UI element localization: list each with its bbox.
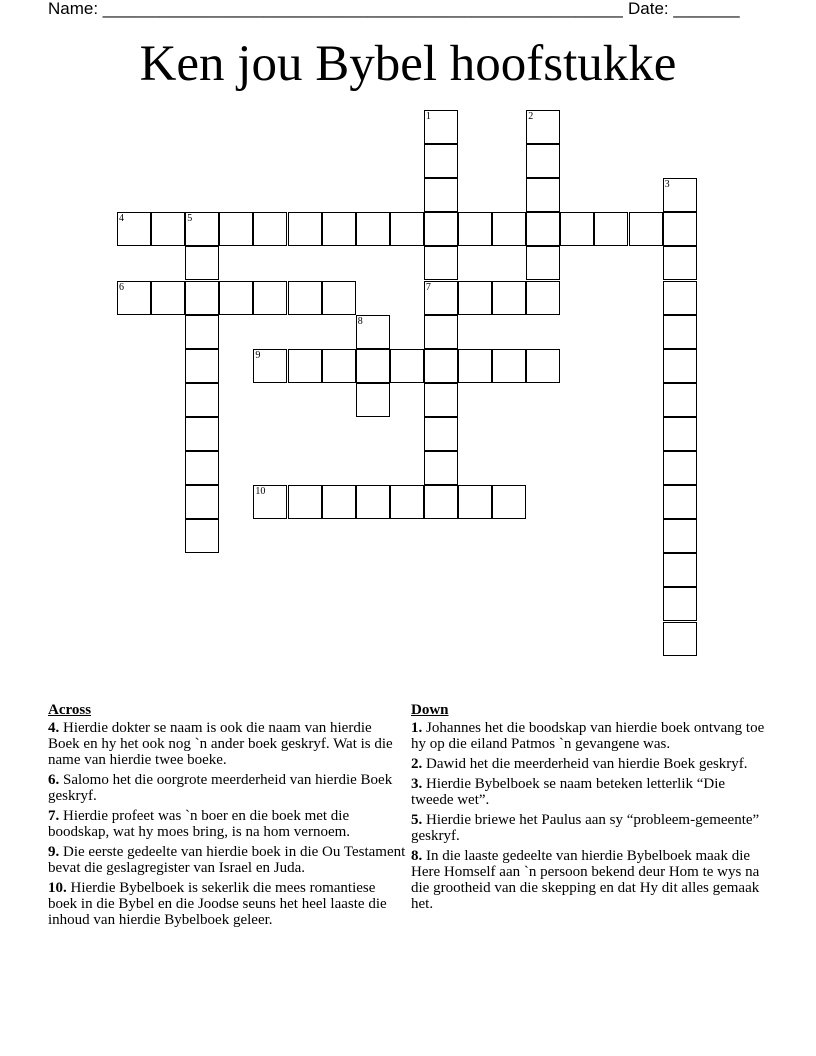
crossword-cell[interactable] [526,178,560,212]
crossword-cell[interactable] [492,281,526,315]
crossword-cell[interactable] [185,519,219,553]
name-field-line: Name: _______________________________________________________ [48,0,623,18]
crossword-cell[interactable] [219,281,253,315]
clue-text: Hierdie profeet was `n boer en die boek met die boodskap, wat hy moes bring, is na hom vernoem. [48,808,351,840]
crossword-cell[interactable] [288,349,322,383]
crossword-cell[interactable] [185,383,219,417]
crossword-cell[interactable] [663,178,697,212]
crossword-cell[interactable] [185,212,219,246]
crossword-cell[interactable] [185,417,219,451]
clue-text: In die laaste gedeelte van hierdie Bybelboek maak die Here Homself aan `n persoon bekend deur Hom te wys na die grootheid van die skepping en dat Hy dit alles gemaak het. [411,848,760,912]
clue-text: Die eerste gedeelte van hierdie boek in die Ou Testament bevat die geslagregister van Israel en Juda. [48,844,406,876]
crossword-cell[interactable] [663,451,697,485]
crossword-cell[interactable] [594,212,628,246]
clue-number-label: 2 [528,111,534,122]
crossword-cell[interactable] [663,246,697,280]
crossword-cell[interactable] [663,587,697,621]
clue-number-label: 7 [425,281,431,293]
crossword-cell[interactable] [424,417,458,451]
clue-number: 7. [48,808,60,824]
crossword-cell[interactable] [424,383,458,417]
crossword-cell[interactable] [356,315,390,349]
clue-number-label: 1 [425,111,431,122]
crossword-cell[interactable] [185,246,219,280]
crossword-cell[interactable] [390,485,424,519]
crossword-cell[interactable] [356,212,390,246]
clue-down-8 [411,848,771,912]
clue-number: 5. [411,812,423,828]
crossword-cell[interactable] [390,349,424,383]
crossword-cell[interactable] [322,349,356,383]
crossword-cell[interactable] [185,451,219,485]
down-heading: Down [411,702,449,718]
crossword-cell[interactable] [424,144,458,178]
crossword-cell[interactable] [663,383,697,417]
clue-number-label: 5 [187,213,193,225]
clue-number: 2. [411,756,423,772]
crossword-cell[interactable] [356,485,390,519]
crossword-cell[interactable] [526,212,560,246]
clue-number: 1. [411,720,423,736]
crossword-cell[interactable] [424,485,458,519]
crossword-cell[interactable] [663,281,697,315]
crossword-cell[interactable] [151,212,185,246]
clue-number-label: 10 [255,486,266,498]
clue-text: Hierdie dokter se naam is ook die naam van hierdie Boek en hy het ook nog `n ander boek geskryf. Wat is die name van hierdie twee boeke. [48,720,393,768]
crossword-cell[interactable] [424,281,458,315]
crossword-cell[interactable] [629,212,663,246]
crossword-cell[interactable] [253,212,287,246]
clue-across-6 [48,772,406,804]
clue-text: Hierdie Bybelboek se naam beteken letterlik “Die tweede wet”. [411,776,726,808]
crossword-cell[interactable] [424,451,458,485]
crossword-cell[interactable] [219,212,253,246]
crossword-cell[interactable] [322,212,356,246]
clue-number: 4. [48,720,60,736]
crossword-cell[interactable] [390,212,424,246]
crossword-cell[interactable] [492,212,526,246]
crossword-cell[interactable] [322,485,356,519]
clue-number-label: 9 [255,349,261,361]
clue-across-7 [48,808,406,840]
across-heading: Across [48,702,92,718]
crossword-cell[interactable] [663,349,697,383]
clue-down-3 [411,776,771,808]
crossword-cell[interactable] [663,622,697,656]
crossword-cell[interactable] [663,315,697,349]
crossword-cell[interactable] [424,212,458,246]
crossword-cell[interactable] [185,315,219,349]
clue-number-label: 8 [357,315,363,327]
crossword-cell[interactable] [526,110,560,144]
clue-down-1 [411,720,771,752]
clue-number-label: 3 [664,179,670,191]
clue-across-4 [48,720,406,768]
crossword-cell[interactable] [458,212,492,246]
across-clues [48,702,406,932]
crossword-cell[interactable] [663,417,697,451]
crossword-cell[interactable] [253,349,287,383]
clue-down-2 [411,756,771,772]
crossword-cell[interactable] [356,383,390,417]
crossword-cell[interactable] [288,212,322,246]
clue-across-10 [48,880,406,928]
crossword-cell[interactable] [185,485,219,519]
clue-across-9 [48,844,406,876]
crossword-cell[interactable] [117,212,151,246]
crossword-cell[interactable] [117,281,151,315]
clue-number: 9. [48,844,60,860]
clue-text: Salomo het die oorgrote meerderheid van hierdie Boek geskryf. [48,772,393,804]
crossword-cell[interactable] [492,349,526,383]
crossword-cell[interactable] [663,553,697,587]
crossword-cell[interactable] [185,349,219,383]
crossword-cell[interactable] [663,519,697,553]
crossword-cell[interactable] [185,281,219,315]
clue-number: 3. [411,776,423,792]
crossword-cell[interactable] [424,315,458,349]
crossword-cell[interactable] [424,110,458,144]
crossword-cell[interactable] [151,281,185,315]
crossword-cell[interactable] [458,349,492,383]
clue-text: Dawid het die meerderheid van hierdie Boek geskryf. [426,756,748,772]
down-clues [411,702,771,916]
clue-number-label: 6 [119,281,124,293]
crossword-cell[interactable] [424,178,458,212]
crossword-cell[interactable] [424,246,458,280]
crossword-cell[interactable] [492,485,526,519]
crossword-cell[interactable] [424,349,458,383]
crossword-cell[interactable] [526,349,560,383]
crossword-cell[interactable] [458,485,492,519]
crossword-cell[interactable] [253,281,287,315]
crossword-cell[interactable] [526,144,560,178]
clue-number: 6. [48,772,60,788]
crossword-cell[interactable] [356,349,390,383]
crossword-cell[interactable] [663,485,697,519]
crossword-cell[interactable] [288,281,322,315]
clue-number-label: 4 [119,213,124,225]
date-field-line: Date: _______ [628,0,740,18]
crossword-cell[interactable] [322,281,356,315]
crossword-cell[interactable] [560,212,594,246]
clue-down-5 [411,812,771,844]
clue-text: Hierdie Bybelboek is sekerlik die mees romantiese boek in die Bybel en die Joodse seuns het heel laaste die inhoud van hierdie Bybelboek geleer. [48,880,387,928]
page-title: Ken jou Bybel hoofstukke [139,36,677,92]
clue-number: 10. [48,880,67,896]
crossword-cell[interactable] [526,246,560,280]
crossword-cell[interactable] [288,485,322,519]
clue-text: Hierdie briewe het Paulus aan sy “probleem-gemeente” geskryf. [411,812,760,844]
clue-number: 8. [411,848,423,864]
crossword-cell[interactable] [458,281,492,315]
clue-text: Johannes het die boodskap van hierdie boek ontvang toe hy op die eiland Patmos `n gevangene was. [411,720,765,752]
crossword-cell[interactable] [253,485,287,519]
crossword-cell[interactable] [663,212,697,246]
crossword-cell[interactable] [526,281,560,315]
